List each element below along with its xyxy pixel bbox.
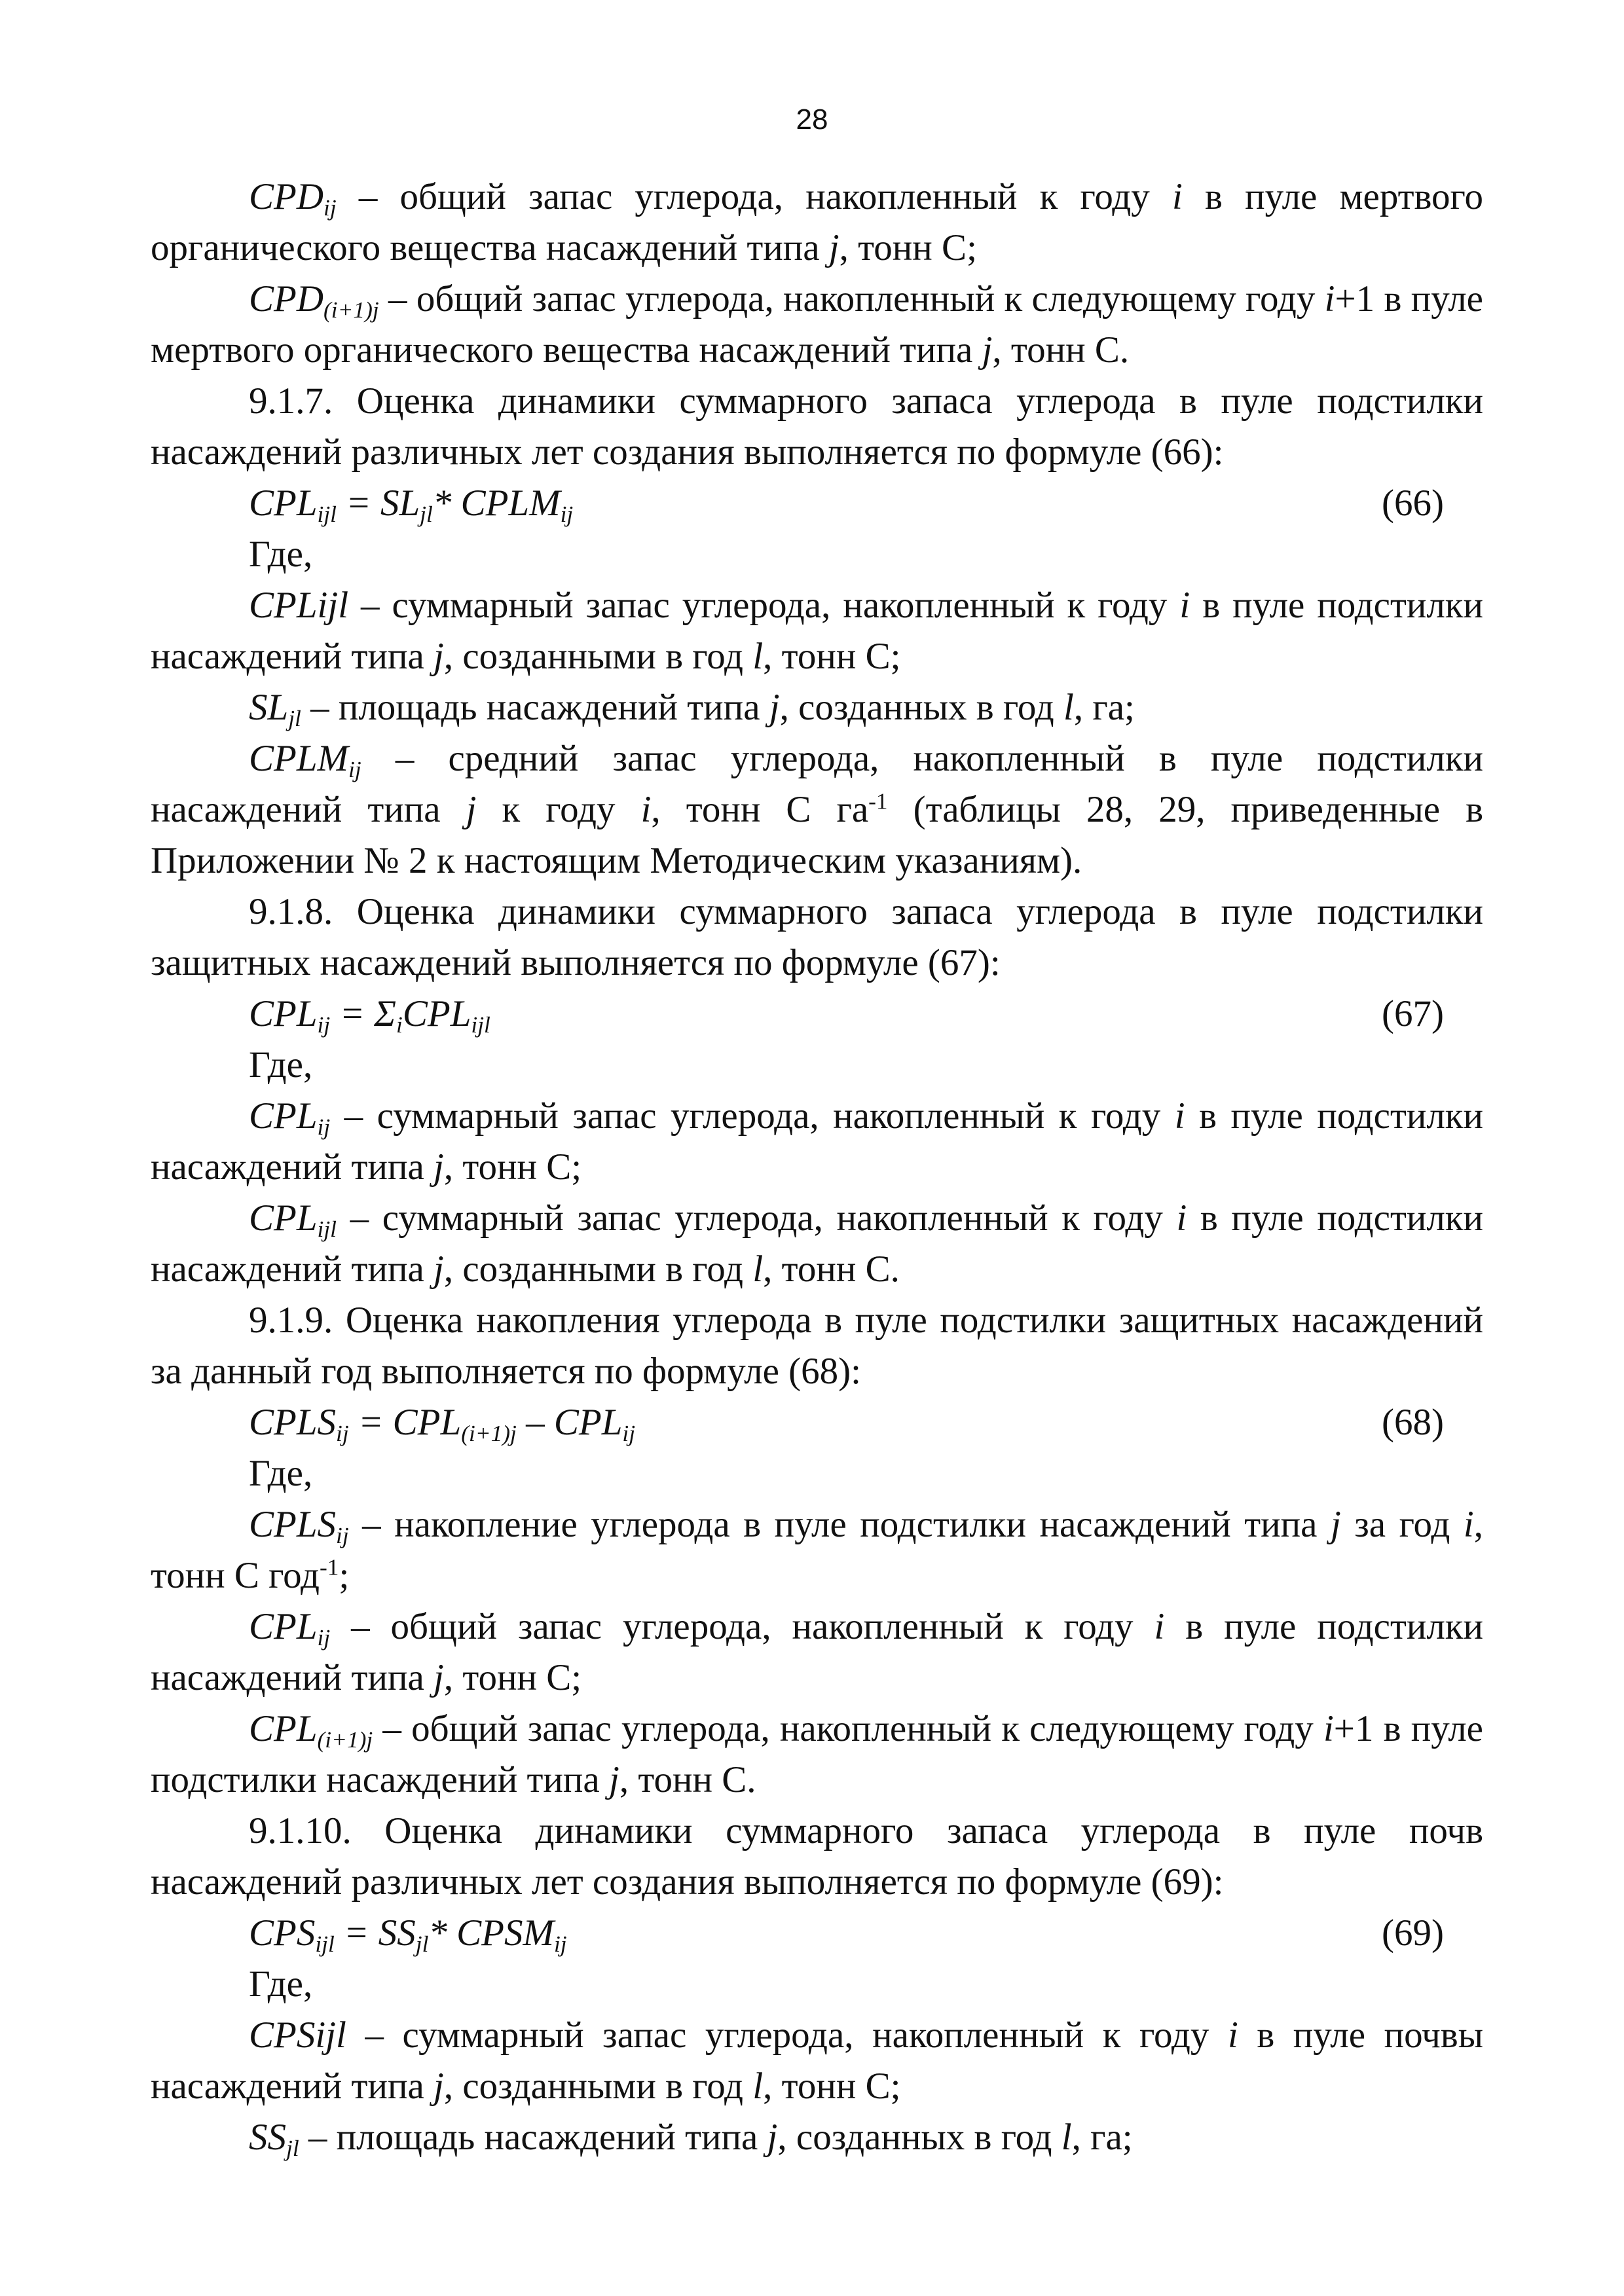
page-number: 28 xyxy=(796,103,828,136)
variable-definition: $CPLS_{ij}$ – накопление углерода в пуле подстилки насаждений типа j за год i, тонн С год$^{-1}$; xyxy=(151,1504,1483,1596)
variable-definition: $CPL_{ij}$ – общий запас углерода, накопленный к году i в пуле подстилки насаждений типа j, тонн С; xyxy=(151,1606,1484,1698)
variable-definition: $CPL_{(i+1)j}$ – общий запас углерода, накопленный к следующему году i+1 в пуле подстилки насаждений типа j, тонн С. xyxy=(151,1708,1483,1800)
section-paragraph: 9.1.9. Оценка накопления углерода в пуле подстилки защитных насаждений за данный год выполняется по формуле (68): xyxy=(151,1300,1483,1392)
formula-expression: $CPL_{ijl} = SL_{jl}*$ $CPLM_{ij}$ xyxy=(249,483,574,527)
formula-expression: $CPS_{ijl} = SS_{jl}*$ $CPSM_{ij}$ xyxy=(249,1912,567,1957)
variable-definition: CPLijl – суммарный запас углерода, накопленный к году i в пуле подстилки насаждений типа j, созданными в год l, тонн С; xyxy=(151,585,1484,677)
section-paragraph: 9.1.8. Оценка динамики суммарного запаса углерода в пуле подстилки защитных насаждений выполняется по формуле (67): xyxy=(151,891,1483,983)
variable-definition: $CPL_{ij}$ – суммарный запас углерода, накопленный к году i в пуле подстилки насаждений типа j, тонн С; xyxy=(151,1095,1484,1188)
variable-definition: CPSijl – суммарный запас углерода, накопленный к году i в пуле почвы насаждений типа j, созданными в год l, тонн С; xyxy=(151,2014,1484,2107)
variable-definition: $CPLM_{ij}$ – средний запас углерода, накопленный в пуле подстилки насаждений типа j к году i, тонн С $га^{-1}$ (таблицы 28, 29, приведенные в Приложении № 2 к настоящим Методическим указаниям). xyxy=(151,738,1483,881)
formula-number: (68) xyxy=(1382,1402,1444,1443)
variable-definition: $CPD_{ij}$ – общий запас углерода, накопленный к году i в пуле мертвого органического вещества насаждений типа j, тонн С; xyxy=(151,176,1484,268)
section-paragraph: 9.1.7. Оценка динамики суммарного запаса углерода в пуле подстилки насаждений различных лет создания выполняется по формуле (66): xyxy=(151,380,1483,473)
formula xyxy=(151,1908,1483,1959)
formula-number: (67) xyxy=(1382,993,1444,1034)
where-label: Где, xyxy=(249,1453,313,1494)
variable-definition: $CPL_{ijl}$ – суммарный запас углерода, накопленный к году i в пуле подстилки насаждений типа j, созданными в год l, тонн С. xyxy=(151,1197,1484,1290)
formula xyxy=(151,478,1483,529)
where-label: Где, xyxy=(249,534,313,575)
formula xyxy=(151,1397,1483,1448)
formula-expression: $CPLS_{ij} = CPL_{(i+1)j} - CPL_{ij}$ xyxy=(249,1402,636,1446)
formula-expression: $CPL_{ij} = \Sigma_iCPL_{ijl}$ xyxy=(249,993,490,1038)
where-label: Где, xyxy=(249,1044,313,1085)
variable-definition: $SS_{jl}$ – площадь насаждений типа j, созданных в год l, га; xyxy=(249,2117,1133,2161)
formula xyxy=(151,989,1483,1040)
variable-definition: $CPD_{(i+1)j}$ – общий запас углерода, накопленный к следующему году i+1 в пуле мертвого органического вещества насаждений типа j, тонн С. xyxy=(151,278,1483,371)
formula-number: (69) xyxy=(1382,1912,1444,1954)
document-body xyxy=(151,172,1483,2163)
variable-definition: $SL_{jl}$ – площадь насаждений типа j, созданных в год l, га; xyxy=(249,687,1135,731)
section-paragraph: 9.1.10. Оценка динамики суммарного запаса углерода в пуле почв насаждений различных лет создания выполняется по формуле (69): xyxy=(151,1810,1483,1903)
where-label: Где, xyxy=(249,1963,313,2005)
formula-number: (66) xyxy=(1382,483,1444,524)
